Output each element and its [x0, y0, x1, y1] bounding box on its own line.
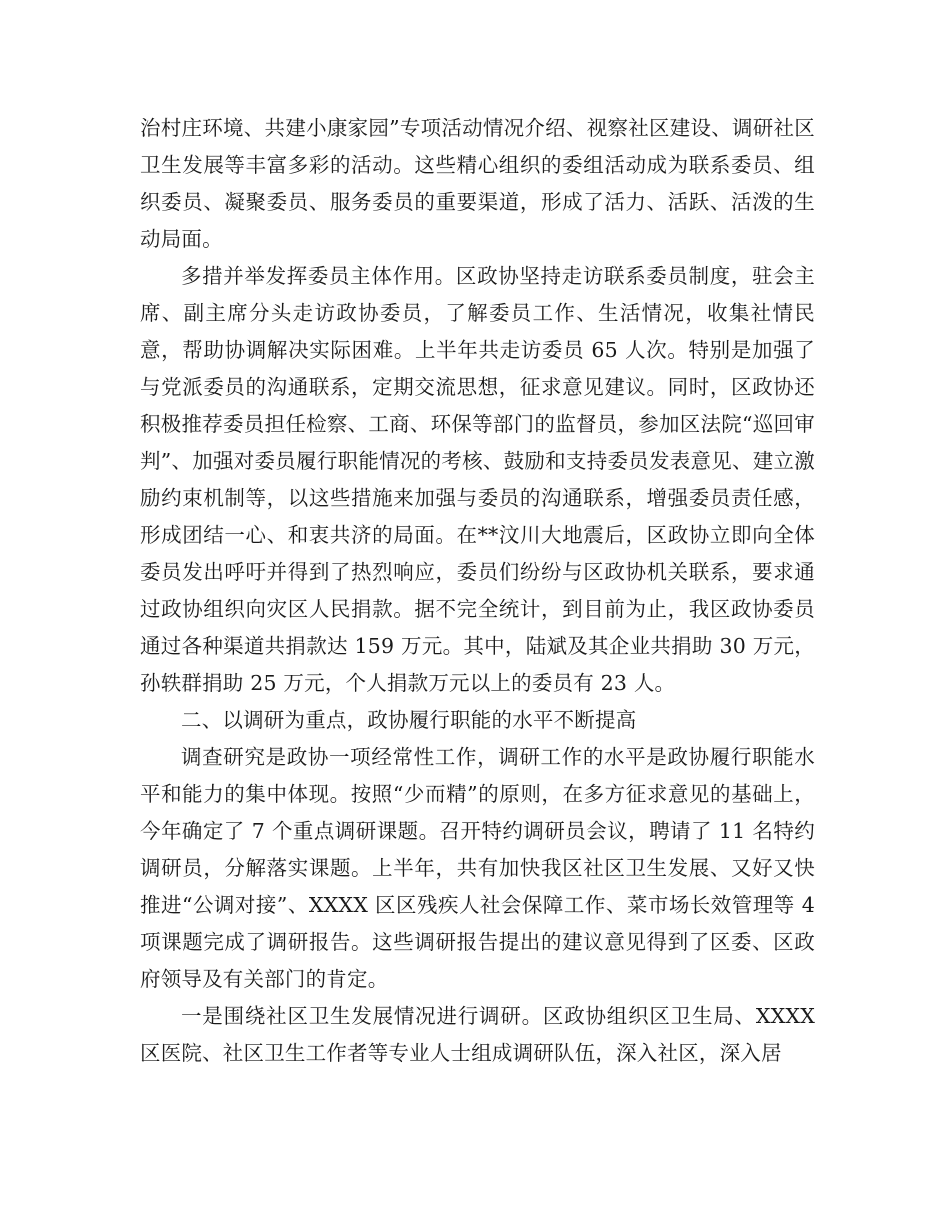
- paragraph-4: 一是围绕社区卫生发展情况进行调研。区政协组织区卫生局、XXXX 区医院、社区卫生工作者等专业人士组成调研队伍，深入社区，深入居: [140, 1004, 815, 1065]
- paragraph-3: 调查研究是政协一项经常性工作，调研工作的水平是政协履行职能水平和能力的集中体现。按照“少而精”的原则，在多方征求意见的基础上，今年确定了 7 个重点调研课题。召开特约调研员会议，聘请了 11 名特约调研员，分解落实课题。上半年，共有加快我区社区卫生发展、又好又快推进“公调对接”、XXXX 区区残疾人社会保障工作、菜市场长效管理等 4 项课题完成了调研报告。这些调研报告提出的建议意见得到了区委、区政府领导及有关部门的肯定。: [140, 745, 815, 991]
- document-page: [140, 110, 815, 1072]
- paragraph-2: 多措并举发挥委员主体作用。区政协坚持走访联系委员制度，驻会主席、副主席分头走访政协委员，了解委员工作、生活情况，收集社情民意，帮助协调解决实际困难。上半年共走访委员 65 人次。特别是加强了与党派委员的沟通联系，定期交流思想，征求意见建议。同时，区政协还积极推荐委员担任检察、工商、环保等部门的监督员，参加区法院“巡回审判”、加强对委员履行职能情况的考核、鼓励和支持委员发表意见、建立激励约束机制等，以这些措施来加强与委员的沟通联系，增强委员责任感，形成团结一心、和衷共济的局面。在**汶川大地震后，区政协立即向全体委员发出呼吁并得到了热烈响应，委员们纷纷与区政协机关联系，要求通过政协组织向灾区人民捐款。据不完全统计，到目前为止，我区政协委员通过各种渠道共捐款达 159 万元。其中，陆斌及其企业共捐助 30 万元，孙轶群捐助 25 万元，个人捐款万元以上的委员有 23 人。: [140, 264, 815, 695]
- paragraph-1: 治村庄环境、共建小康家园”专项活动情况介绍、视察社区建设、调研社区卫生发展等丰富多彩的活动。这些精心组织的委组活动成为联系委员、组织委员、凝聚委员、服务委员的重要渠道，形成了活力、活跃、活泼的生动局面。: [140, 116, 815, 251]
- section-heading: 二、以调研为重点，政协履行职能的水平不断提高: [181, 708, 637, 732]
